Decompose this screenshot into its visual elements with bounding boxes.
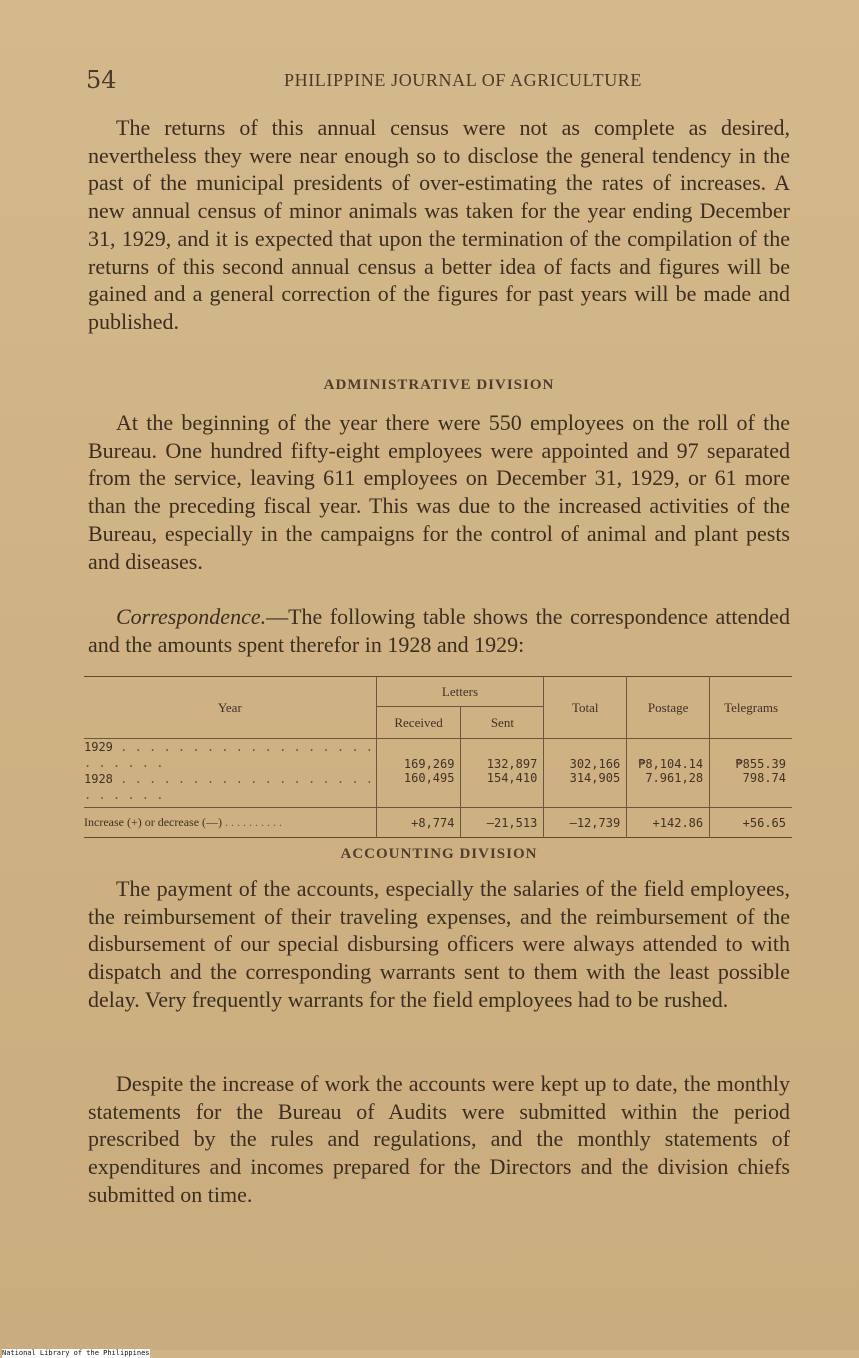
year-cell: 1928 — [84, 772, 113, 786]
correspondence-paragraph — [88, 603, 790, 658]
telegrams-cell: ₱855.39 — [710, 739, 792, 772]
telegrams-cell: 798.74 — [710, 771, 792, 808]
table-row: 1928 . . . . . . . . . . . . . . . . . . . . . . . . 160,495 154,410 314,905 7.961,28 798.74 — [84, 771, 792, 808]
correspondence-text: —The following table shows the correspondence attended and the amounts spent therefor in 1928 and 1929: — [88, 604, 790, 657]
running-title: PHILIPPINE JOURNAL OF AGRICULTURE — [284, 70, 642, 90]
census-paragraph: The returns of this annual census were not as complete as desired, nevertheless they were near enough so to disclose the general tendency in the past of the municipal presidents of over-estimating the rates of increases. A new annual census of minor animals was taken for the year ending December 31, 1929, and it is expected that upon the termination of the compilation of the returns of this second annual census a better idea of facts and figures will be gained and a general correction of the figures for past years will be made and published. — [88, 115, 790, 334]
accounting-paragraph-1: The payment of the accounts, especially the salaries of the field employees, the reimbursement of their traveling expenses, and the reimbursement of the disbursement of our special disbursing officers were always attended to with dispatch and the corresponding warrants sent to them with the least possible delay. Very frequently warrants for the field employees had to be rushed. — [88, 876, 790, 1012]
table-row: 1929 . . . . . . . . . . . . . . . . . . . . . . . . 169,269 132,897 302,166 ₱8,104.14 ₱855.39 — [84, 739, 792, 772]
correspondence-lead: Correspondence. — [116, 604, 267, 629]
total-cell: 314,905 — [544, 771, 627, 808]
col-sent-header: Sent — [461, 707, 544, 739]
change-label: Increase (+) or decrease (—) — [84, 815, 223, 829]
telegrams-change-cell: +56.65 — [710, 808, 792, 838]
total-cell: 302,166 — [544, 739, 627, 772]
received-cell: 169,269 — [376, 739, 461, 772]
postage-change-cell: +142.86 — [627, 808, 710, 838]
received-cell: 160,495 — [376, 771, 461, 808]
col-letters-header: Letters — [376, 677, 544, 707]
col-postage-header: Postage — [627, 677, 710, 739]
sent-cell: 154,410 — [461, 771, 544, 808]
col-received-header: Received — [376, 707, 461, 739]
accounting-division-heading: ACCOUNTING DIVISION — [340, 846, 538, 862]
sent-cell: 132,897 — [461, 739, 544, 772]
received-change-cell: +8,774 — [376, 808, 461, 838]
accounting-paragraph-2: Despite the increase of work the accounts were kept up to date, the monthly statements for the Bureau of Audits were submitted within the period prescribed by the rules and regulations, and the monthly statements of expenditures and incomes prepared for the Directors and the division chiefs submitted on time. — [88, 1071, 790, 1207]
postage-cell: 7.961,28 — [627, 771, 710, 808]
table-row-change: Increase (+) or decrease (—) . . . . . . . . . . +8,774 —21,513 —12,739 +142.86 +56.65 — [84, 808, 792, 838]
year-cell: 1929 — [84, 740, 113, 754]
total-change-cell: —12,739 — [544, 808, 627, 838]
page-number: 54 — [86, 66, 117, 94]
col-year-header: Year — [84, 677, 376, 739]
correspondence-table — [84, 676, 792, 838]
sent-change-cell: —21,513 — [461, 808, 544, 838]
library-credit: National Library of the Philippines — [2, 1349, 150, 1357]
administrative-division-heading: ADMINISTRATIVE DIVISION — [323, 377, 555, 393]
postage-cell: ₱8,104.14 — [627, 739, 710, 772]
administrative-paragraph: At the beginning of the year there were 550 employees on the roll of the Bureau. One hundred fifty-eight employees were appointed and 97 separated from the service, leaving 611 employees on December 31, 1929, or 61 more than the preceding fiscal year. This was due to the increased activities of the Bureau, especially in the campaigns for the control of animal and plant pests and diseases. — [88, 410, 790, 574]
page-header — [86, 62, 790, 96]
col-total-header: Total — [544, 677, 627, 739]
col-telegrams-header: Telegrams — [710, 677, 792, 739]
